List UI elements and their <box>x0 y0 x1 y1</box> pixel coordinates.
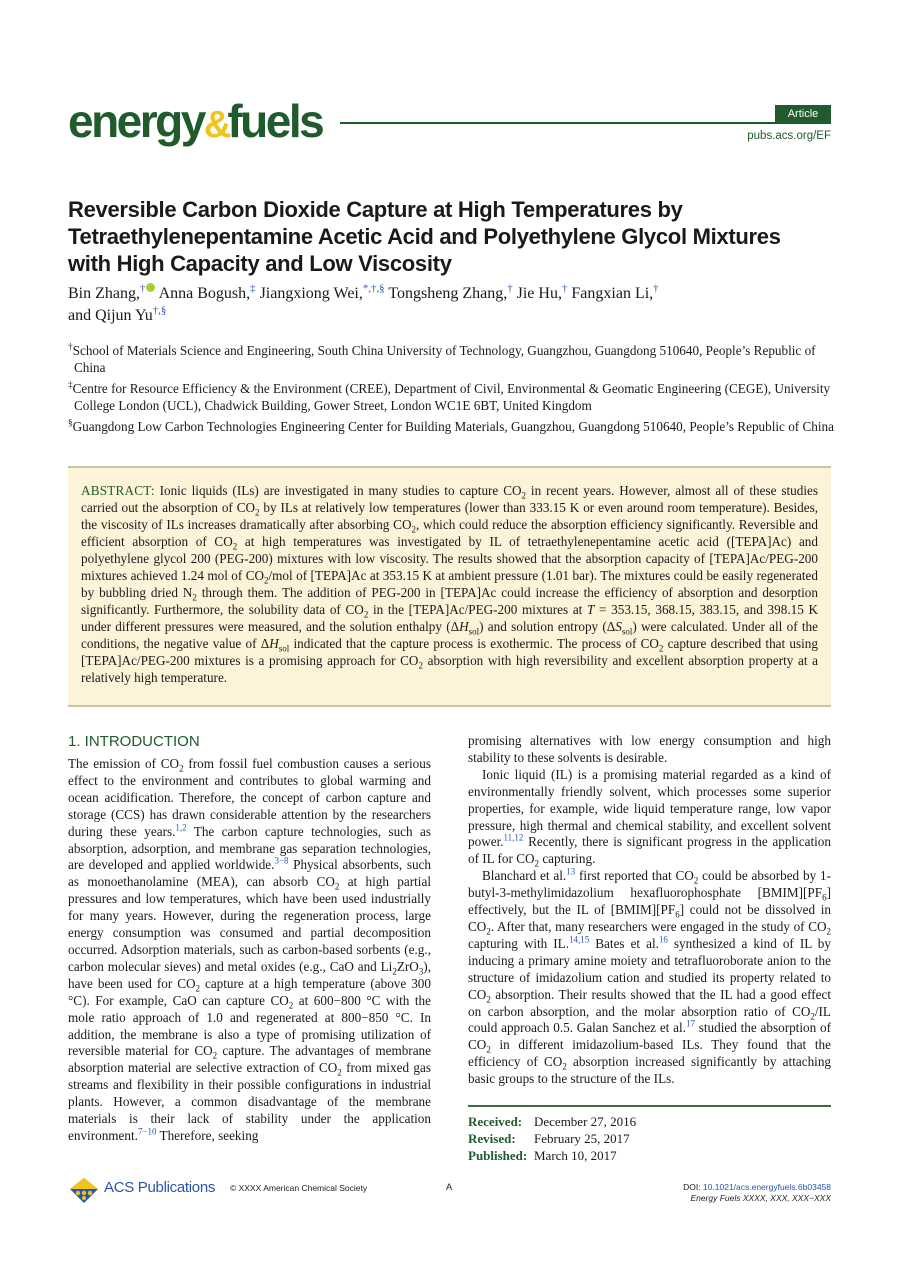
subscript: 2 <box>255 507 260 518</box>
author[interactable] <box>68 307 166 324</box>
paragraph <box>68 756 431 1145</box>
subscript: 2 <box>486 926 491 937</box>
subscript: 2 <box>486 994 491 1005</box>
author-name[interactable]: Tongsheng Zhang, <box>388 285 508 303</box>
date-value: December 27, 2016 <box>534 1114 637 1129</box>
variable-S: S <box>615 619 622 634</box>
text-run: from mixed gas streams and flexibility in their possible configurations in industrial plants. However, a common disadvantage of the membrane materials is their lack of stability under the application environment. <box>68 1060 431 1143</box>
date-published <box>468 1147 831 1164</box>
abstract-run: = 353.15, 368.15, 383.15, and 398.15 K under different pressures were measured, and the solution enthalpy (Δ <box>81 602 818 634</box>
author-affil-mark: †,§ <box>152 305 167 317</box>
journal-logo <box>68 96 322 150</box>
author-name[interactable]: Jiangxiong Wei, <box>259 285 363 303</box>
author-list <box>68 283 828 327</box>
abstract-text <box>81 482 818 686</box>
affil-text: School of Materials Science and Engineering, South China University of Technology, Guangzhou, Guangdong 510640, People’s Republic of China <box>72 343 816 375</box>
subscript: 2 <box>288 1000 294 1011</box>
variable-T: T <box>587 602 595 617</box>
text-run: capturing. <box>539 851 596 867</box>
subscript: 2 <box>658 643 664 654</box>
text-run: absorption increased significantly by attaching basic groups to the structure of the ILs. <box>468 1054 832 1087</box>
text-run: /IL could approach 0.5. Galan Sanchez et al. <box>468 1003 831 1036</box>
subscript: 2 <box>179 763 184 774</box>
affiliation <box>68 342 838 376</box>
subscript: 2 <box>337 1067 342 1078</box>
date-received <box>468 1113 831 1130</box>
doi-label: DOI: <box>683 1182 703 1192</box>
date-revised <box>468 1130 831 1147</box>
affil-mark: ‡ <box>68 379 73 390</box>
citation-link[interactable]: 14,15 <box>569 934 590 945</box>
citation-link[interactable]: 11,12 <box>503 833 524 844</box>
paragraph <box>468 868 831 1088</box>
publication-dates <box>468 1105 831 1164</box>
abstract-run: Ionic liquids (ILs) are investigated in many studies to capture CO <box>154 483 522 498</box>
text-run: . After that, many researchers were engaged in the study of CO <box>490 918 827 934</box>
date-value: February 25, 2017 <box>534 1131 630 1146</box>
body-column-right <box>468 733 831 1088</box>
author-affil-mark: † <box>507 283 513 295</box>
affiliation <box>68 380 838 414</box>
text-run: ), have been used for CO <box>68 958 431 991</box>
text-run: Ionic liquid (IL) is a promising material regarded as a kind of environmentally friendly solvent, which processes some superior properties, for example, wide liquid temperature range, low vapor pressure, high thermal and chemical stability, and excellent solvent power. <box>468 766 831 850</box>
text-run: The carbon capture technologies, such as absorption, adsorption, and membrane gas separation technologies, are developed and applied worldwide. <box>68 823 431 873</box>
affiliations <box>68 342 838 439</box>
body-column-left <box>68 733 431 1145</box>
orcid-icon[interactable] <box>146 283 155 292</box>
subscript: 2 <box>534 858 540 869</box>
variable-H: H <box>459 619 469 634</box>
subscript: sol <box>278 643 290 654</box>
abstract-run: /mol of [TEPA]Ac at 353.15 K at ambient pressure (1.01 bar). The mixtures could be easily regenerated by bubbling dried N <box>81 568 818 600</box>
text-run: ] could not be dissolved in CO <box>468 902 831 934</box>
doi-link[interactable]: 10.1021/acs.energyfuels.6b03458 <box>702 1182 831 1192</box>
subscript: 2 <box>521 490 526 501</box>
text-run: absorption. Their results showed that the IL had a good effect on carbon absorption, and the molar absorption ratio of CO <box>468 986 831 1019</box>
text-run: ZrO <box>396 958 419 974</box>
affil-mark: † <box>68 341 73 352</box>
text-run: promising alternatives with low energy consumption and high stability to these solvents is desirable. <box>468 733 831 765</box>
citation-link[interactable]: 16 <box>658 934 668 945</box>
article-title: Reversible Carbon Dioxide Capture at High Temperatures by Tetraethylenepentamine Acetic Acid and Polyethylene Glycol Mixtures with High Capacity and Low Viscosity <box>68 197 781 276</box>
date-label: Revised: <box>468 1131 516 1146</box>
subscript: 2 <box>486 1044 491 1055</box>
text-run: capture at a high temperature (above 300 °C). For example, CaO can capture CO <box>68 975 431 1008</box>
subscript: 6 <box>675 909 680 920</box>
text-run: ] effectively, but the IL of [BMIM][PF <box>468 885 831 918</box>
logo-text-fuels: fuels <box>227 95 323 147</box>
text-run: studied the absorption of CO <box>468 1020 831 1053</box>
subscript: 2 <box>392 966 397 977</box>
article-type-badge: Article <box>775 105 831 123</box>
author[interactable] <box>388 285 512 302</box>
subscript: 2 <box>363 609 369 620</box>
abstract-box <box>68 466 831 707</box>
paragraph-continued <box>468 733 831 767</box>
logo-text-energy: energy <box>68 95 204 147</box>
affil-text: Guangdong Low Carbon Technologies Engineering Center for Building Materials, Guangzhou, Guangdong 510640, People’s Republic of China <box>72 419 834 434</box>
text-run: in different imidazolium-based ILs. They found that the efficiency of CO <box>468 1037 831 1070</box>
date-value: March 10, 2017 <box>534 1148 617 1163</box>
subscript: 2 <box>810 1011 815 1022</box>
section-heading-introduction: 1. INTRODUCTION <box>68 733 200 750</box>
text-run: capture. The advantages of membrane absorption material are selective extraction of CO <box>68 1043 431 1076</box>
abstract-run: ) were calculated. Under all of the conditions, the negative value of Δ <box>81 619 818 651</box>
subscript: 6 <box>822 892 827 903</box>
subscript: 2 <box>232 541 238 552</box>
doi-block <box>683 1182 831 1204</box>
text-run: Recently, there is significant progress in the application of IL for CO <box>468 834 831 867</box>
subscript: 2 <box>693 875 699 886</box>
date-label: Received: <box>468 1114 523 1129</box>
affil-text: Centre for Resource Efficiency & the Environment (CREE), Department of Civil, Environmental & Geomatic Engineering (CEGE), University College London (UCL), Chadwick Building, Gower Street, London WC1E 6BT, United Kingdom <box>72 381 831 413</box>
citation-link[interactable]: 1,2 <box>175 822 187 833</box>
abstract-label: ABSTRACT: <box>81 483 155 498</box>
text-run: synthesized a kind of IL by inducing a primary amine moiety and tetrafluoroborate anion to the structure of imidazolium cation and studied its property related to CO <box>468 935 831 1002</box>
author-affil-mark: † <box>561 283 568 295</box>
affiliation <box>68 418 838 435</box>
text-run: capturing with IL. <box>468 935 570 951</box>
text-run: could be absorbed by 1-butyl-3-methylimidazolium hexafluorophosphate [BMIM][PF <box>468 868 831 901</box>
variable-H: H <box>269 636 279 651</box>
subscript: 2 <box>334 881 340 892</box>
subscript: 2 <box>562 1061 567 1072</box>
subscript: 3 <box>418 966 424 977</box>
author[interactable] <box>517 285 568 302</box>
citation-link[interactable]: 17 <box>685 1019 695 1030</box>
subscript: 2 <box>212 1051 218 1062</box>
text-run: Bates et al. <box>589 935 659 951</box>
author[interactable] <box>260 285 385 302</box>
logo-ampersand: & <box>203 104 228 146</box>
date-label: Published: <box>468 1148 528 1163</box>
journal-header <box>68 96 831 156</box>
abstract-run: indicated that the capture process is exothermic. The process of CO <box>289 636 659 651</box>
subscript: sol <box>468 626 480 637</box>
copyright-notice: © XXXX American Chemical Society <box>230 1183 368 1193</box>
abstract-run: by ILs at relatively low temperatures (lower than 333.15 K or even around room temperature). Besides, the viscosity of ILs increases dramatically after absorbing CO <box>81 500 818 532</box>
abstract-run: in recent years. However, almost all of these studies carried out the absorption of CO <box>81 483 818 515</box>
abstract-run: ) and solution entropy (Δ <box>479 619 616 634</box>
text-run: Physical absorbents, such as monoethanolamine (MEA), can absorb CO <box>68 857 431 890</box>
header-rule <box>340 122 831 124</box>
abstract-run: through them. The addition of PEG-200 in [TEPA]Ac could increase the efficiency of absorption and desorption significantly. Furthermore, the solubility data of CO <box>81 585 818 617</box>
subscript: 2 <box>195 983 200 994</box>
author[interactable] <box>68 285 155 302</box>
citation-text: Energy Fuels XXXX, XXX, XXX−XXX <box>690 1193 831 1203</box>
abstract-run: capture described that using [TEPA]Ac/PEG-200 mixtures is a promising approach for CO <box>81 636 818 668</box>
subscript: 2 <box>264 575 269 586</box>
page-footer <box>68 1173 831 1207</box>
author-name[interactable]: Jie Hu, <box>516 285 562 303</box>
text-run: Therefore, seeking <box>156 1127 259 1143</box>
author-name[interactable]: Fangxian Li, <box>571 285 654 303</box>
author-affil-mark: † <box>140 283 146 295</box>
text-run: The emission of CO <box>68 756 180 771</box>
text-run: at high partial pressures and low temperatures, which have been used industrially for many years. However, during the regeneration process, large energy consumption was consumed and partial decomposition occurred. Adsorption materials, such as carbon-based sorbents (e.g., carbon molecular sieves) and metal oxides (e.g., CaO and Li <box>68 874 431 974</box>
subscript: 2 <box>826 926 831 937</box>
acs-logo-icon <box>68 1176 100 1204</box>
author-name[interactable]: and Qijun Yu <box>68 307 153 325</box>
subscript: 2 <box>192 592 197 603</box>
author[interactable] <box>159 285 256 302</box>
citation-link[interactable]: 13 <box>566 866 576 877</box>
abstract-run: , which could reduce the absorption efficiency significantly. Reversible and efficient absorption of CO <box>81 517 818 549</box>
citation-link[interactable]: 3−8 <box>274 856 289 867</box>
author-affil-mark: † <box>653 283 659 295</box>
author-name[interactable]: Bin Zhang, <box>68 285 140 303</box>
abstract-run: in the [TEPA]Ac/PEG-200 mixtures at <box>368 602 588 617</box>
text-run: from fossil fuel combustion causes a serious effect to the environment and contributes to global warming and ocean acidification. Therefore, the concept of carbon capture and storage (CCS) has drawn considerable attention by the researchers during these years. <box>68 756 431 839</box>
page-number: A <box>446 1182 453 1193</box>
author-affil-mark: ‡ <box>250 283 256 295</box>
abstract-run: absorption with high reversibility and excellent absorption property at a relatively high temperature. <box>81 653 818 685</box>
paragraph <box>468 767 831 868</box>
text-run: at 600−800 °C with the mole ratio approach of 1.0 and regenerated at 800−850 °C. In addition, the membrane is also a type of promising utilization of reversible material for CO <box>68 992 431 1059</box>
abstract-run: at high temperatures was investigated by IL of tetraethylenepentamine acetic acid ([TEPA]Ac) and polyethylene glycol 200 (PEG-200) mixtures with low viscosity. The results showed that the absorption capacity of [TEPA]Ac/PEG-200 mixtures achieved 1.24 mol of CO <box>81 534 818 583</box>
subscript: 2 <box>418 660 423 671</box>
text-run: first reported that CO <box>575 868 694 884</box>
author-affil-mark: *,†,§ <box>362 283 385 295</box>
affil-mark: § <box>68 417 73 428</box>
text-run: Blanchard et al. <box>482 868 567 884</box>
publisher-name[interactable]: ACS Publications <box>104 1179 216 1196</box>
author-name[interactable]: Anna Bogush, <box>158 285 251 303</box>
subscript: 2 <box>411 524 416 535</box>
citation-link[interactable]: 7−10 <box>137 1126 157 1137</box>
journal-url-link[interactable]: pubs.acs.org/EF <box>747 130 831 142</box>
subscript: sol <box>621 626 633 637</box>
author[interactable] <box>571 285 658 302</box>
